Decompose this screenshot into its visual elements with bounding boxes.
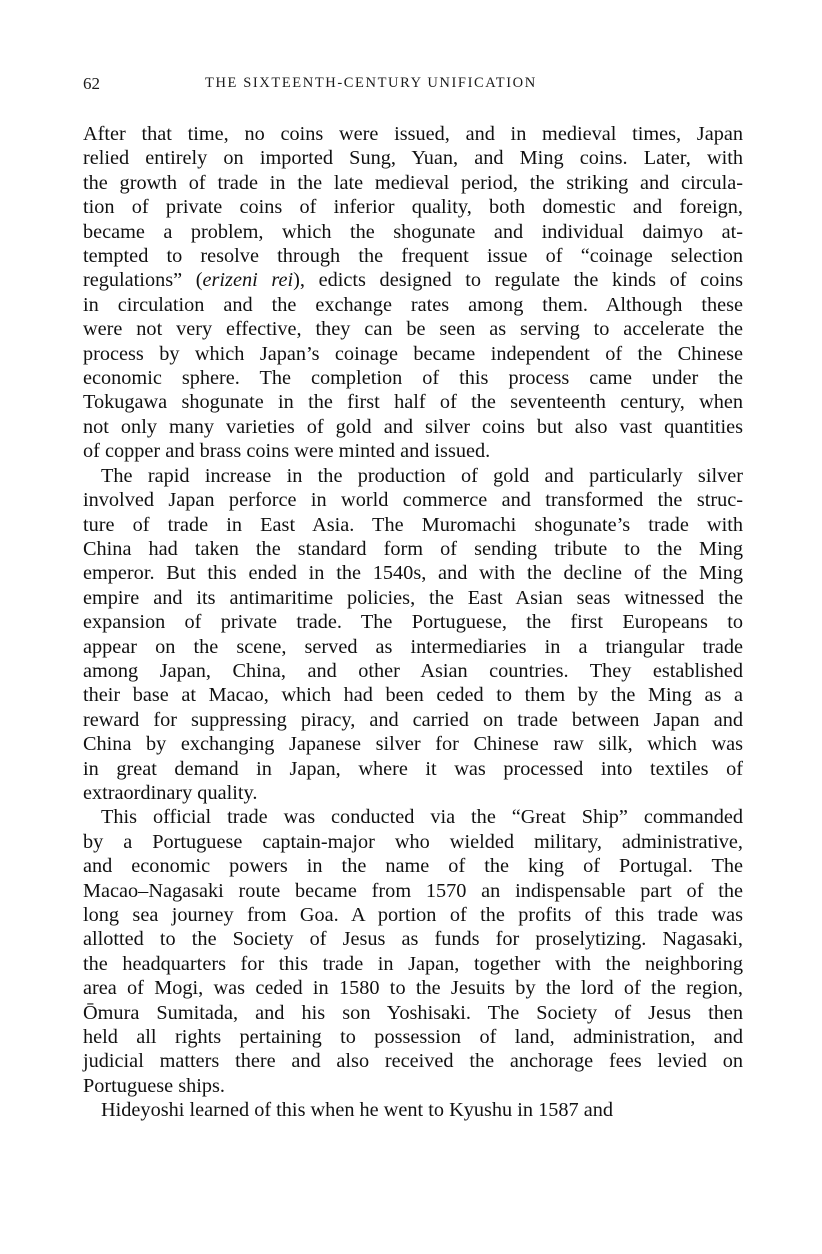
text-line: involved Japan perforce in world commerce and transformed the struc-: [83, 489, 743, 512]
text-line: Ōmura Sumitada, and his son Yoshisaki. The Society of Jesus then: [83, 1001, 743, 1024]
text-line: expansion of private trade. The Portuguese, the first Europeans to: [83, 611, 743, 634]
text-line: were not very effective, they can be seen as serving to accelerate the: [83, 318, 743, 341]
text-line: The rapid increase in the production of gold and particularly silver: [101, 464, 743, 487]
text-line: Tokugawa shogunate in the first half of the seventeenth century, when: [83, 391, 743, 414]
paragraph: [83, 1098, 743, 1122]
text-line: area of Mogi, was ceded in 1580 to the Jesuits by the lord of the region,: [83, 977, 743, 1000]
text-line: reward for suppressing piracy, and carried on trade between Japan and: [83, 708, 743, 731]
text-line: the headquarters for this trade in Japan, together with the neighboring: [83, 952, 743, 975]
running-head: [83, 74, 743, 98]
text-line: extraordinary quality.: [83, 781, 258, 804]
page-number: 62: [83, 74, 100, 93]
paragraph: [83, 464, 743, 806]
text-line: China had taken the standard form of sending tribute to the Ming: [83, 537, 743, 560]
text-line: not only many varieties of gold and silver coins but also vast quantities: [83, 415, 743, 438]
text-line: process by which Japan’s coinage became independent of the Chinese: [83, 342, 743, 365]
text-line: long sea journey from Goa. A portion of the profits of this trade was: [83, 904, 743, 926]
paragraph: [83, 122, 743, 464]
text-line: judicial matters there and also received the anchorage fees levied on: [83, 1050, 743, 1073]
body-text: [83, 122, 743, 1123]
text-line: became a problem, which the shogunate and individual daimyo at-: [83, 220, 743, 243]
text-line: economic sphere. The completion of this process came under the: [83, 367, 743, 390]
italic-term: erizeni rei: [202, 269, 294, 292]
paragraph: [83, 805, 743, 1098]
text-line: held all rights pertaining to possession of land, administration, and: [83, 1026, 743, 1049]
text-line: Hideyoshi learned of this when he went to Kyushu in 1587 and: [101, 1099, 614, 1122]
text-line: their base at Macao, which had been ceded to them by the Ming as a: [83, 684, 743, 707]
text-line: This official trade was conducted via the “Great Ship” commanded: [101, 806, 743, 829]
text-line: empire and its antimaritime policies, the East Asian seas witnessed the: [83, 586, 743, 609]
text-line: ture of trade in East Asia. The Muromachi shogunate’s trade with: [83, 513, 743, 536]
text-line: After that time, no coins were issued, and in medieval times, Japan: [83, 123, 743, 145]
text-line: appear on the scene, served as intermediaries in a triangular trade: [83, 635, 743, 658]
running-title: THE SIXTEENTH-CENTURY UNIFICATION: [205, 75, 537, 91]
text-line: by a Portuguese captain-major who wielded military, administrative,: [83, 830, 743, 853]
text-line: China by exchanging Japanese silver for Chinese raw silk, which was: [83, 733, 743, 756]
text-line: emperor. But this ended in the 1540s, and with the decline of the Ming: [83, 562, 743, 585]
text-line: tempted to resolve through the frequent issue of “coinage selection: [83, 245, 743, 268]
text-line: relied entirely on imported Sung, Yuan, and Ming coins. Later, with: [83, 147, 743, 170]
text-line: among Japan, China, and other Asian countries. They established: [83, 659, 743, 682]
text-line: of copper and brass coins were minted and issued.: [83, 440, 491, 463]
text-line: Portuguese ships.: [83, 1074, 225, 1097]
text-line: in great demand in Japan, where it was processed into textiles of: [83, 757, 743, 780]
text-line: Macao–Nagasaki route became from 1570 an indispensable part of the: [83, 879, 743, 902]
text-line: allotted to the Society of Jesus as funds for proselytizing. Nagasaki,: [83, 928, 743, 951]
text-line: the growth of trade in the late medieval period, the striking and circula-: [83, 171, 743, 194]
text-line: regulations” (erizeni rei), edicts designed to regulate the kinds of coins: [83, 269, 743, 292]
text-line: in circulation and the exchange rates among them. Although these: [83, 293, 743, 316]
text-line: tion of private coins of inferior quality, both domestic and foreign,: [83, 196, 743, 219]
text-line: and economic powers in the name of the king of Portugal. The: [83, 855, 743, 878]
